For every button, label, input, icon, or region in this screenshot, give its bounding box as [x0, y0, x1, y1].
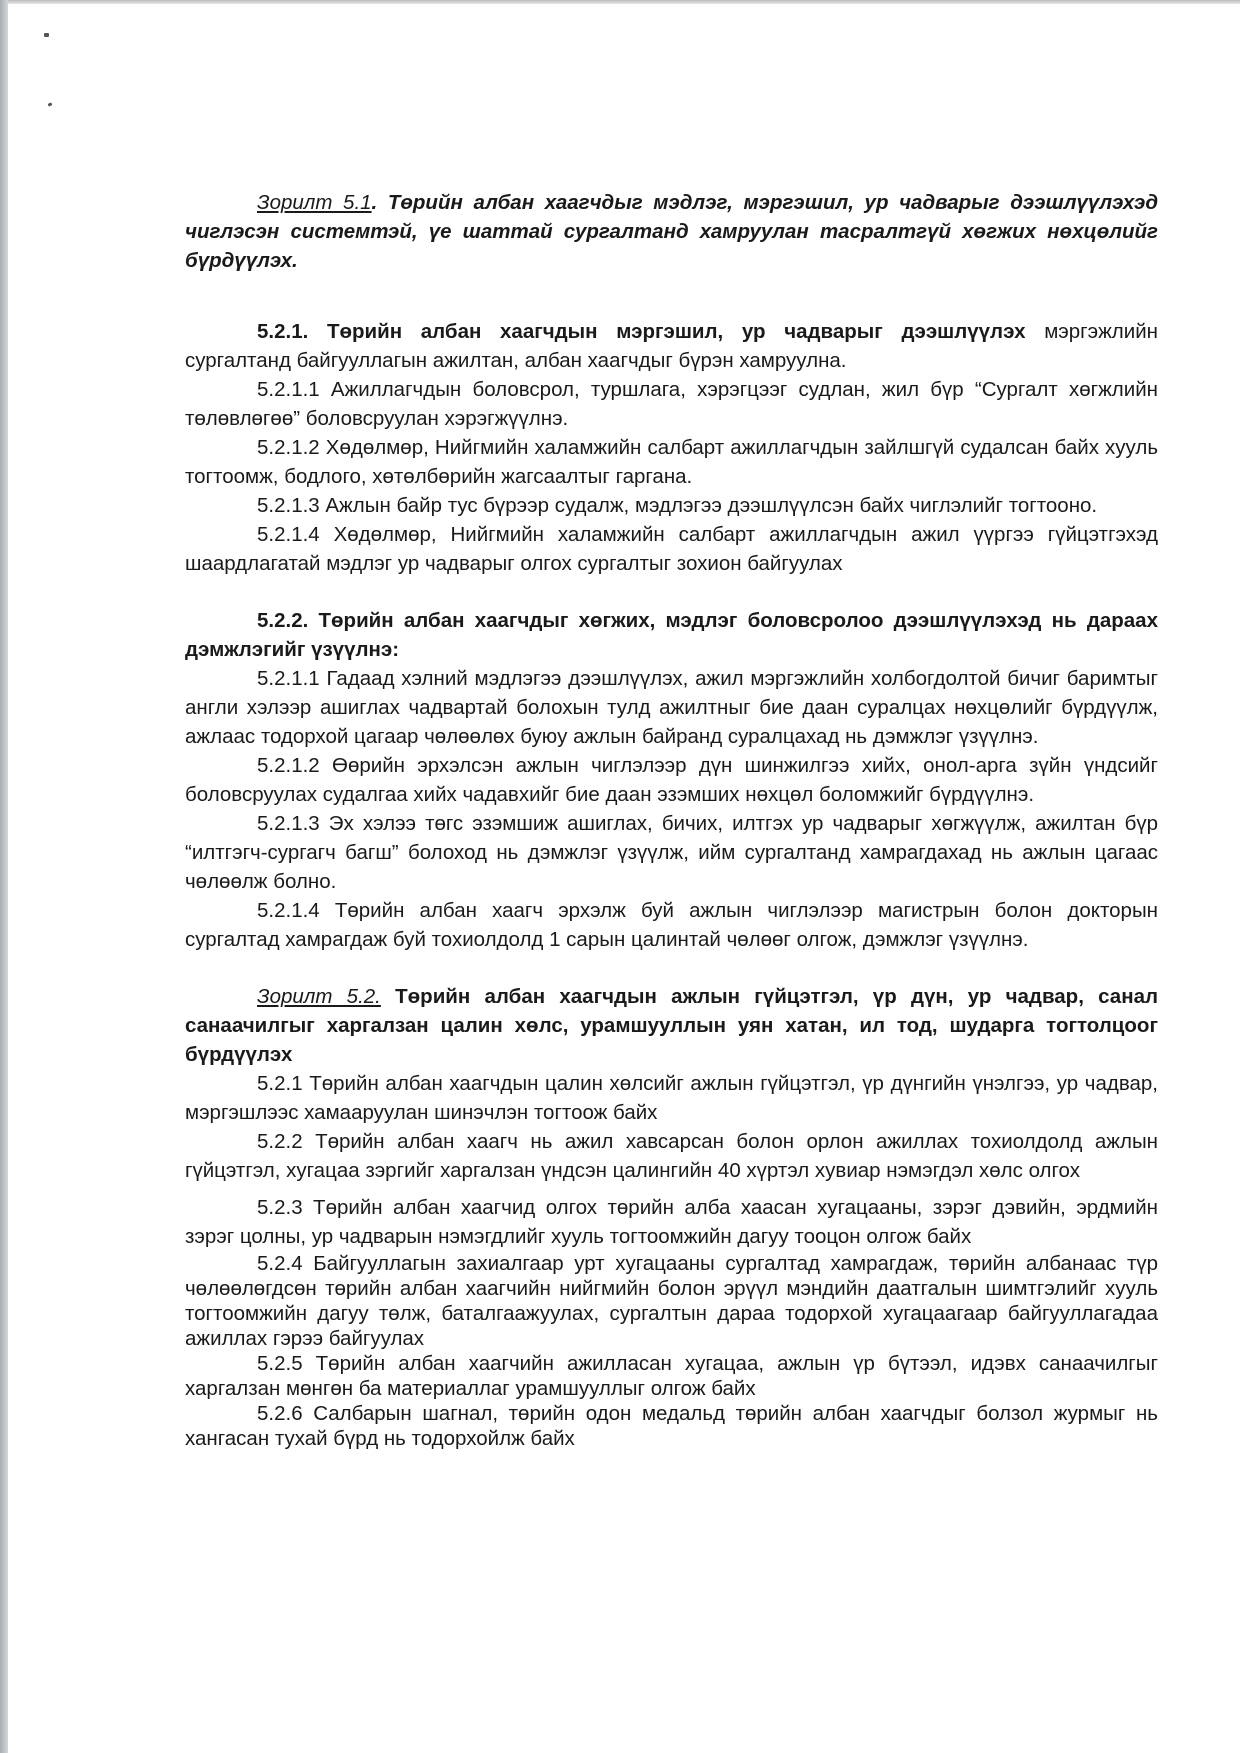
- section-5-2-1-heading: 5.2.1. Төрийн албан хаагчдын мэргэшил, ур чадварыг дээшлүүлэх: [257, 320, 1026, 343]
- spacer: [185, 578, 1158, 606]
- list-item: 5.2.4 Байгууллагын захиалгаар урт хугацааны сургалтад хамрагдаж, төрийн албанаас түр чөлөөлөгдсөн төрийн албан хаагчийн нийгмийн болон эрүүл мэндийн даатгалын шимтгэлийг хууль тогтоомжийн дагуу төлж, баталгаажуулах, сургалтын дараа тодорхой хугацаагаар байгууллагадаа ажиллах гэрээ байгуулах: [185, 1252, 1158, 1350]
- list-item: 5.2.1 Төрийн албан хаагчдын цалин хөлсийг ажлын гүйцэтгэл, үр дүнгийн үнэлгээ, ур чадвар, мэргэшлээс хамааруулан шинэчлэн тогтоож байх: [185, 1072, 1158, 1124]
- section-5-2-1: [185, 317, 1158, 375]
- document-page: [185, 188, 1158, 1451]
- spacer: [185, 954, 1158, 982]
- goal-5-2: [185, 982, 1158, 1069]
- list-item: 5.2.2 Төрийн албан хаагч нь ажил хавсарсан болон орлон ажиллах тохиолдолд ажлын гүйцэтгэл, хугацаа зэргийг харгалзан үндсэн цалингийн 40 хүртэл хувиар нэмэгдэл хөлс олгох: [185, 1130, 1158, 1182]
- scan-edge-top: [0, 0, 1240, 4]
- list-item: 5.2.1.4 Төрийн албан хаагч эрхэлж буй ажлын чиглэлээр магистрын болон докторын сургалтад хамрагдаж буй тохиолдолд 1 сарын цалинтай чөлөөг олгож, дэмжлэг үзүүлнэ.: [185, 899, 1158, 951]
- goal-5-2-text: Төрийн албан хаагчдын ажлын гүйцэтгэл, үр дүн, ур чадвар, санал санаачилгыг харгалзан цалин хөлс, урамшууллын уян хатан, ил тод, шударга тогтолцоог бүрдүүлэх: [185, 985, 1158, 1066]
- scan-edge-left: [0, 0, 8, 1753]
- goal-5-1-label: Зорилт 5.1: [257, 191, 372, 214]
- section-5-2-1-text: мэргэжлийн сургалтанд байгууллагын ажилтан, албан хаагчдыг бүрэн хамруулна.: [185, 320, 1158, 372]
- list-item: 5.2.6 Салбарын шагнал, төрийн одон медальд төрийн албан хаагчдыг болзол журмыг нь хангасан тухай бүрд нь тодорхойлж байх: [185, 1402, 1158, 1450]
- spacer: [185, 275, 1158, 303]
- spacer: [185, 303, 1158, 317]
- list-item: 5.2.1.3 Ажлын байр тус бүрээр судалж, мэдлэгээ дээшлүүлсэн байх чиглэлийг тогтооно.: [257, 494, 1098, 517]
- goal-5-2-label: Зорилт 5.2.: [257, 985, 381, 1008]
- list-item: 5.2.1.2 Хөдөлмөр, Нийгмийн халамжийн салбарт ажиллагчдын зайлшгүй судалсан байх хууль тогтоомж, бодлого, хөтөлбөрийн жагсаалтыг гаргана.: [185, 436, 1158, 488]
- list-item: 5.2.1.3 Эх хэлээ төгс эзэмшиж ашиглах, бичих, илтгэх ур чадварыг хөгжүүлж, ажилтан бүр “илтгэгч-сургагч багш” болоход нь дэмжлэг үзүүлж, ийм сургалтанд хамрагдахад нь ажлын цагаас чөлөөлж болно.: [185, 812, 1158, 893]
- list-item: 5.2.3 Төрийн албан хаагчид олгох төрийн алба хаасан хугацааны, зэрэг дэвийн, эрдмийн зэрэг цолны, ур чадварын нэмэгдлийг хууль тогтоомжийн дагуу тооцон олгож байх: [185, 1196, 1158, 1248]
- list-item: 5.2.1.1 Гадаад хэлний мэдлэгээ дээшлүүлэх, ажил мэргэжлийн холбогдолтой бичиг баримтыг англи хэлээр ашиглах чадвартай болохын тулд ажилтныг бие даан суралцах нөхцөлийг бүрдүүлж, ажлаас тодорхой цагаар чөлөөлөх буюу ажлын байранд суралцахад нь дэмжлэг үзүүлнэ.: [185, 667, 1158, 748]
- goal-5-1: [185, 188, 1158, 275]
- spacer: [185, 1185, 1158, 1193]
- list-item: 5.2.5 Төрийн албан хаагчийн ажилласан хугацаа, ажлын үр бүтээл, идэвх санаачилгыг харгалзан мөнгөн ба материаллаг урамшууллыг олгож байх: [185, 1352, 1158, 1400]
- scan-speck: [44, 33, 49, 37]
- goal-5-1-text: . Төрийн албан хаагчдыг мэдлэг, мэргэшил, ур чадварыг дээшлүүлэхэд чиглэсэн системтэй, үе шаттай сургалтанд хамруулан тасралтгүй хөгжих нөхцөлийг бүрдүүлэх.: [185, 191, 1158, 272]
- scan-speck: [48, 102, 53, 106]
- list-item: 5.2.1.1 Ажиллагчдын боловсрол, туршлага, хэрэгцээг судлан, жил бүр “Сургалт хөгжлийн төлөвлөгөө” боловсруулан хэрэгжүүлнэ.: [185, 378, 1158, 430]
- list-item: 5.2.1.2 Өөрийн эрхэлсэн ажлын чиглэлээр дүн шинжилгээ хийх, онол-арга зүйн үндсийг боловсруулах судалгаа хийх чадавхийг бие даан эзэмших нөхцөл боломжийг бүрдүүлнэ.: [185, 754, 1158, 806]
- tight-list: [185, 1251, 1158, 1451]
- section-5-2-2-heading: 5.2.2. Төрийн албан хаагчдыг хөгжих, мэдлэг боловсролоо дээшлүүлэхэд нь дараах дэмжлэгийг үзүүлнэ:: [185, 609, 1158, 661]
- list-item: 5.2.1.4 Хөдөлмөр, Нийгмийн халамжийн салбарт ажиллагчдын ажил үүргээ гүйцэтгэхэд шаардлагатай мэдлэг ур чадварыг олгох сургалтыг зохион байгуулах: [185, 523, 1158, 575]
